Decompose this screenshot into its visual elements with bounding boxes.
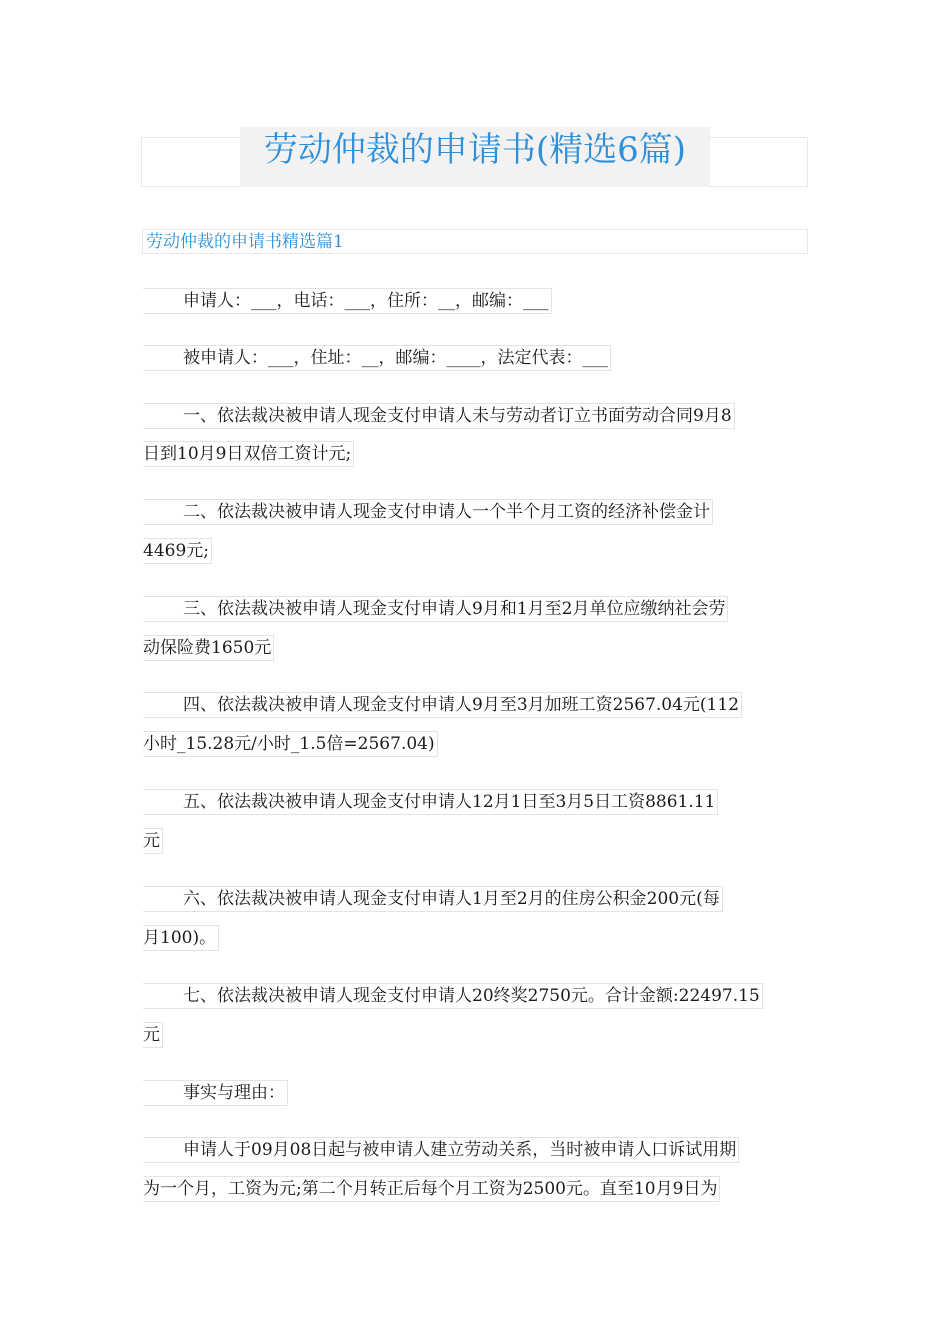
claim-1-line-2: 日到10月9日双倍工资计元;: [143, 441, 354, 467]
applicant-line: 申请人：___，电话：___，住所：__，邮编：___: [143, 288, 552, 314]
document-title: 劳动仲裁的申请书(精选6篇): [263, 130, 687, 170]
claim-2-line-2: 4469元;: [143, 538, 212, 564]
claim-5-line-1: 五、依法裁决被申请人现金支付申请人12月1日至3月5日工资8861.11: [143, 789, 718, 815]
respondent-line: 被申请人：___，住址：__，邮编：____，法定代表：___: [143, 345, 611, 371]
claim-1-line-1: 一、依法裁决被申请人现金支付申请人未与劳动者订立书面劳动合同9月8: [143, 403, 735, 429]
facts-line-1: 申请人于09月08日起与被申请人建立劳动关系，当时被申请人口诉试用期: [143, 1137, 739, 1163]
claim-3-line-2: 动保险费1650元: [143, 635, 274, 661]
claim-4-line-1: 四、依法裁决被申请人现金支付申请人9月至3月加班工资2567.04元(112: [143, 692, 742, 718]
claim-6-line-1: 六、依法裁决被申请人现金支付申请人1月至2月的住房公积金200元(每: [143, 886, 723, 912]
claim-6-line-2: 月100)。: [143, 925, 219, 951]
facts-heading: 事实与理由：: [143, 1080, 288, 1106]
claim-5-line-2: 元: [143, 828, 163, 854]
claim-7-line-1: 七、依法裁决被申请人现金支付申请人20终奖2750元。合计金额:22497.15: [143, 983, 763, 1009]
section-heading: 劳动仲裁的申请书精选篇1: [146, 232, 344, 252]
claim-7-line-2: 元: [143, 1022, 163, 1048]
claim-3-line-1: 三、依法裁决被申请人现金支付申请人9月和1月至2月单位应缴纳社会劳: [143, 596, 728, 622]
claim-4-line-2: 小时_15.28元/小时_1.5倍=2567.04): [143, 731, 438, 757]
claim-2-line-1: 二、依法裁决被申请人现金支付申请人一个半个月工资的经济补偿金计: [143, 499, 713, 525]
facts-line-2: 为一个月，工资为元;第二个月转正后每个月工资为2500元。直至10月9日为: [143, 1176, 720, 1202]
